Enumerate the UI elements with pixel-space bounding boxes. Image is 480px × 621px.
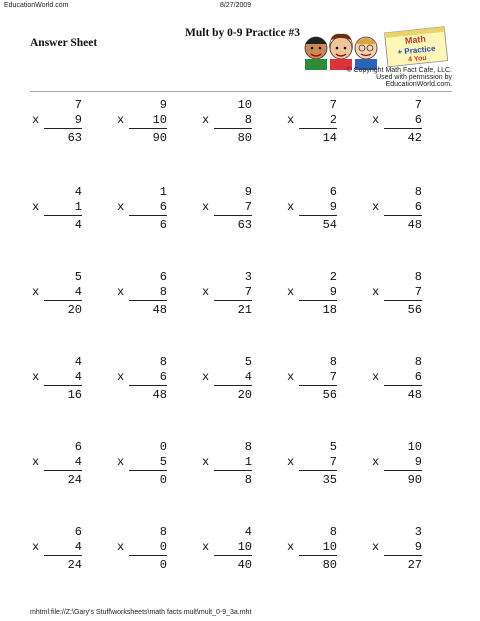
- multiplier: 6: [159, 370, 167, 384]
- answer: 0: [159, 558, 167, 572]
- answer: 21: [237, 303, 252, 317]
- times-sign: x: [372, 455, 380, 469]
- multiplicand: 4: [74, 355, 82, 369]
- times-sign: x: [32, 200, 40, 214]
- times-sign: x: [287, 285, 295, 299]
- times-sign: x: [287, 113, 295, 127]
- multiplier: 1: [74, 200, 82, 214]
- multiplier: 5: [159, 455, 167, 469]
- math-practice-logo: [302, 26, 452, 70]
- answer: 27: [407, 558, 422, 572]
- multiplier: 9: [74, 113, 82, 127]
- answer: 24: [67, 473, 82, 487]
- multiplier: 9: [329, 285, 337, 299]
- answer-line: [44, 300, 82, 301]
- multiplicand: 7: [329, 98, 337, 112]
- multiplier: 10: [152, 113, 167, 127]
- multiplier: 7: [329, 370, 337, 384]
- times-sign: x: [202, 540, 210, 554]
- answer-line: [214, 215, 252, 216]
- answer: 40: [237, 558, 252, 572]
- answer: 20: [237, 388, 252, 402]
- answer-line: [384, 215, 422, 216]
- multiplicand: 3: [414, 525, 422, 539]
- times-sign: x: [117, 540, 125, 554]
- multiplier: 6: [414, 370, 422, 384]
- multiplicand: 6: [329, 185, 337, 199]
- answer-sheet-label: Answer Sheet: [30, 37, 98, 49]
- answer: 80: [322, 558, 337, 572]
- answer-line: [299, 300, 337, 301]
- answer-line: [44, 128, 82, 129]
- multiplicand: 6: [74, 525, 82, 539]
- multiplier: 6: [414, 113, 422, 127]
- answer-line: [214, 128, 252, 129]
- multiplicand: 6: [74, 440, 82, 454]
- answer: 6: [159, 218, 167, 232]
- multiplicand: 3: [244, 270, 252, 284]
- svg-text:4 You: 4 You: [407, 54, 427, 64]
- multiplier: 4: [244, 370, 252, 384]
- multiplicand: 8: [329, 525, 337, 539]
- multiplicand: 5: [244, 355, 252, 369]
- times-sign: x: [32, 540, 40, 554]
- times-sign: x: [287, 540, 295, 554]
- times-sign: x: [32, 113, 40, 127]
- answer: 4: [74, 218, 82, 232]
- multiplicand: 10: [407, 440, 422, 454]
- answer-line: [214, 470, 252, 471]
- multiplier: 4: [74, 370, 82, 384]
- multiplier: 7: [244, 285, 252, 299]
- svg-text:Math: Math: [404, 33, 427, 46]
- answer-line: [44, 385, 82, 386]
- answer-line: [129, 300, 167, 301]
- times-sign: x: [117, 455, 125, 469]
- multiplicand: 8: [414, 270, 422, 284]
- answer-line: [299, 385, 337, 386]
- answer-line: [214, 300, 252, 301]
- answer: 20: [67, 303, 82, 317]
- times-sign: x: [117, 370, 125, 384]
- copyright-line: © Copyright Math Fact Cafe, LLC.: [346, 67, 452, 74]
- answer: 56: [322, 388, 337, 402]
- multiplicand: 5: [329, 440, 337, 454]
- answer: 8: [244, 473, 252, 487]
- answer: 48: [407, 388, 422, 402]
- multiplicand: 5: [74, 270, 82, 284]
- multiplicand: 8: [244, 440, 252, 454]
- answer: 14: [322, 131, 337, 145]
- answer: 90: [407, 473, 422, 487]
- answer-line: [129, 555, 167, 556]
- answer-line: [129, 470, 167, 471]
- answer-line: [44, 470, 82, 471]
- answer-line: [384, 555, 422, 556]
- worksheet-title: Mult by 0-9 Practice #3: [185, 27, 300, 39]
- multiplier: 4: [74, 455, 82, 469]
- site-name: EducationWorld.com: [4, 2, 69, 9]
- answer-line: [129, 215, 167, 216]
- multiplier: 10: [237, 540, 252, 554]
- times-sign: x: [372, 285, 380, 299]
- times-sign: x: [372, 200, 380, 214]
- multiplier: 2: [329, 113, 337, 127]
- times-sign: x: [372, 370, 380, 384]
- multiplier: 9: [329, 200, 337, 214]
- answer: 16: [67, 388, 82, 402]
- multiplicand: 8: [414, 185, 422, 199]
- answer-line: [44, 215, 82, 216]
- answer: 54: [322, 218, 337, 232]
- multiplicand: 9: [159, 98, 167, 112]
- times-sign: x: [32, 285, 40, 299]
- answer-line: [129, 385, 167, 386]
- multiplier: 9: [414, 455, 422, 469]
- answer: 80: [237, 131, 252, 145]
- answer-line: [299, 470, 337, 471]
- multiplier: 4: [74, 285, 82, 299]
- answer-line: [384, 470, 422, 471]
- multiplicand: 7: [74, 98, 82, 112]
- answer-line: [299, 128, 337, 129]
- multiplier: 4: [74, 540, 82, 554]
- answer-line: [44, 555, 82, 556]
- multiplier: 0: [159, 540, 167, 554]
- times-sign: x: [372, 540, 380, 554]
- times-sign: x: [287, 370, 295, 384]
- answer-line: [384, 300, 422, 301]
- answer: 63: [67, 131, 82, 145]
- multiplicand: 7: [414, 98, 422, 112]
- times-sign: x: [287, 455, 295, 469]
- multiplicand: 8: [329, 355, 337, 369]
- multiplicand: 0: [159, 440, 167, 454]
- multiplicand: 4: [244, 525, 252, 539]
- answer: 63: [237, 218, 252, 232]
- answer-line: [384, 385, 422, 386]
- multiplier: 9: [414, 540, 422, 554]
- header-divider: [30, 91, 452, 92]
- answer: 35: [322, 473, 337, 487]
- answer: 24: [67, 558, 82, 572]
- times-sign: x: [202, 113, 210, 127]
- answer-line: [214, 385, 252, 386]
- multiplicand: 8: [414, 355, 422, 369]
- permission-line: Used with permission by EducationWorld.com.: [376, 74, 452, 88]
- kids-illustration: [305, 34, 377, 70]
- answer-line: [299, 555, 337, 556]
- answer: 0: [159, 473, 167, 487]
- multiplier: 7: [414, 285, 422, 299]
- multiplicand: 6: [159, 270, 167, 284]
- multiplicand: 10: [237, 98, 252, 112]
- multiplier: 10: [322, 540, 337, 554]
- times-sign: x: [117, 200, 125, 214]
- print-date: 8/27/2009: [220, 2, 252, 9]
- multiplier: 7: [244, 200, 252, 214]
- answer-line: [299, 215, 337, 216]
- times-sign: x: [287, 200, 295, 214]
- times-sign: x: [117, 113, 125, 127]
- times-sign: x: [202, 370, 210, 384]
- answer: 48: [152, 303, 167, 317]
- multiplicand: 4: [74, 185, 82, 199]
- multiplicand: 8: [159, 525, 167, 539]
- multiplier: 6: [159, 200, 167, 214]
- file-path-footer: mhtml:file://Z:\Gary's Stuff\worksheets\math facts mult\mult_0-9_3a.mht: [30, 609, 252, 616]
- multiplicand: 9: [244, 185, 252, 199]
- answer: 42: [407, 131, 422, 145]
- answer: 90: [152, 131, 167, 145]
- multiplier: 7: [329, 455, 337, 469]
- multiplicand: 1: [159, 185, 167, 199]
- answer: 48: [407, 218, 422, 232]
- times-sign: x: [32, 455, 40, 469]
- multiplier: 8: [159, 285, 167, 299]
- times-sign: x: [32, 370, 40, 384]
- times-sign: x: [117, 285, 125, 299]
- answer-line: [214, 555, 252, 556]
- answer: 18: [322, 303, 337, 317]
- times-sign: x: [202, 455, 210, 469]
- answer: 48: [152, 388, 167, 402]
- multiplier: 6: [414, 200, 422, 214]
- multiplier: 8: [244, 113, 252, 127]
- answer: 56: [407, 303, 422, 317]
- times-sign: x: [372, 113, 380, 127]
- problem-grid: [32, 99, 452, 589]
- multiplicand: 8: [159, 355, 167, 369]
- multiplicand: 2: [329, 270, 337, 284]
- times-sign: x: [202, 200, 210, 214]
- times-sign: x: [202, 285, 210, 299]
- answer-line: [384, 128, 422, 129]
- answer-line: [129, 128, 167, 129]
- svg-text:+ Practice: + Practice: [397, 43, 436, 57]
- multiplier: 1: [244, 455, 252, 469]
